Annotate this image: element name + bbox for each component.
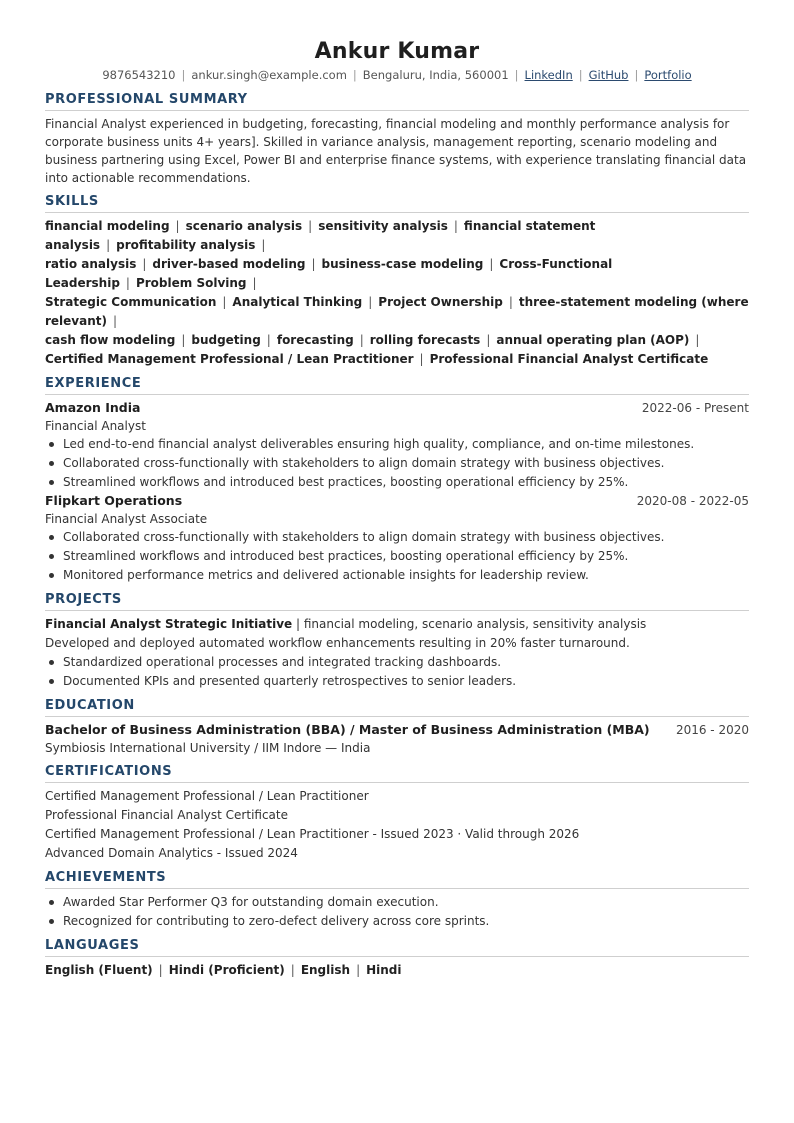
separator: | — [222, 295, 227, 309]
separator: | — [181, 333, 186, 347]
bullet-item: Collaborated cross-functionally with stakeholders to align domain strategy with business objectives. — [45, 454, 749, 473]
language-item: English — [300, 963, 351, 977]
separator: | — [142, 257, 147, 271]
summary-heading: PROFESSIONAL SUMMARY — [45, 91, 749, 111]
project-description: Developed and deployed automated workflow enhancements resulting in 20% faster turnaround. — [45, 636, 630, 650]
skill-item: forecasting — [276, 333, 354, 347]
separator: | — [368, 295, 373, 309]
skill-item: Cross-Functional Leadership — [45, 257, 613, 290]
job-bullets — [45, 528, 749, 585]
job-dates: 2020-08 - 2022-05 — [636, 494, 749, 508]
skills-section — [45, 193, 749, 369]
separator: | — [359, 333, 364, 347]
separator: | — [296, 617, 304, 631]
project-bullets — [45, 653, 749, 691]
separator: | — [252, 276, 257, 290]
job-entry — [45, 399, 749, 492]
bullet-item: Collaborated cross-functionally with stakeholders to align domain strategy with business objectives. — [45, 528, 749, 547]
project-name: Financial Analyst Strategic Initiative — [45, 617, 293, 631]
phone-number: 9876543210 — [102, 68, 176, 82]
separator: | — [261, 238, 266, 252]
language-item: English (Fluent) — [45, 963, 153, 977]
bullet-item: Streamlined workflows and introduced best practices, boosting operational efficiency by 25%. — [45, 473, 749, 492]
skill-item: Professional Financial Analyst Certificate — [429, 352, 709, 366]
project-tech: financial modeling, scenario analysis, sensitivity analysis — [303, 617, 647, 631]
bullet-item: Led end-to-end financial analyst deliverables ensuring high quality, compliance, and on-time milestones. — [45, 435, 749, 454]
skill-item: Problem Solving — [135, 276, 247, 290]
skill-item: Project Ownership — [378, 295, 503, 309]
certification-item: Professional Financial Analyst Certificate — [45, 808, 288, 822]
skill-item: driver-based modeling — [152, 257, 306, 271]
separator: | — [634, 68, 639, 82]
separator: | — [578, 68, 583, 82]
email-address: ankur.singh@example.com — [191, 68, 347, 82]
candidate-name: Ankur Kumar — [314, 39, 480, 64]
separator: | — [508, 295, 513, 309]
bullet-item: Recognized for contributing to zero-defect delivery across core sprints. — [45, 912, 749, 931]
bullet-item: Standardized operational processes and integrated tracking dashboards. — [45, 653, 749, 672]
separator: | — [308, 219, 313, 233]
github-link[interactable]: GitHub — [588, 68, 629, 82]
separator: | — [113, 314, 118, 328]
contact-line — [45, 67, 749, 83]
skill-item: scenario analysis — [185, 219, 303, 233]
separator: | — [158, 963, 163, 977]
education-section — [45, 697, 749, 757]
separator: | — [290, 963, 295, 977]
certification-item: Certified Management Professional / Lean Practitioner — [45, 789, 369, 803]
summary-text: Financial Analyst experienced in budgeting, forecasting, financial modeling and monthly performance analysis for corporate business units 4+ years]. Skilled in variance analysis, management reporting, scenario modeling and business partnering using Excel, Power BI and enterprise finance systems, with experience translating financial data into actionable recommendations. — [45, 117, 747, 185]
separator: | — [695, 333, 700, 347]
separator: | — [266, 333, 271, 347]
separator: | — [419, 352, 424, 366]
skill-item: business-case modeling — [321, 257, 484, 271]
separator: | — [489, 257, 494, 271]
job-role: Financial Analyst — [45, 419, 146, 433]
skill-item: budgeting — [191, 333, 261, 347]
education-dates: 2016 - 2020 — [675, 723, 749, 737]
skill-item: three-statement modeling (where relevant) — [45, 295, 749, 328]
separator: | — [311, 257, 316, 271]
certification-item: Certified Management Professional / Lean Practitioner - Issued 2023 · Valid through 2026 — [45, 827, 580, 841]
company-name: Amazon India — [45, 400, 141, 415]
job-dates: 2022-06 - Present — [641, 401, 749, 415]
project-header — [45, 615, 749, 634]
education-heading: EDUCATION — [45, 697, 749, 717]
skill-item: ratio analysis — [45, 257, 137, 271]
job-entry — [45, 492, 749, 585]
language-item: Hindi — [366, 963, 402, 977]
separator: | — [356, 963, 361, 977]
languages-heading: LANGUAGES — [45, 937, 749, 957]
bullet-item: Monitored performance metrics and delivered actionable insights for leadership review. — [45, 566, 749, 585]
achievements-heading: ACHIEVEMENTS — [45, 869, 749, 889]
projects-section — [45, 591, 749, 691]
language-item: Hindi (Proficient) — [168, 963, 285, 977]
skills-heading: SKILLS — [45, 193, 749, 213]
languages-section — [45, 937, 749, 980]
skill-item: financial statement analysis — [45, 219, 596, 252]
company-name: Flipkart Operations — [45, 493, 183, 508]
certifications-section — [45, 763, 749, 863]
skill-item: financial modeling — [45, 219, 170, 233]
separator: | — [106, 238, 111, 252]
separator: | — [125, 276, 130, 290]
job-role: Financial Analyst Associate — [45, 512, 208, 526]
skill-item: cash flow modeling — [45, 333, 176, 347]
separator: | — [352, 68, 357, 82]
skills-list — [45, 217, 749, 369]
separator: | — [453, 219, 458, 233]
separator: | — [486, 333, 491, 347]
location: Bengaluru, India, 560001 — [362, 68, 509, 82]
certification-item: Advanced Domain Analytics - Issued 2024 — [45, 846, 298, 860]
skill-item: Strategic Communication — [45, 295, 217, 309]
languages-list — [45, 961, 749, 980]
achievements-section — [45, 869, 749, 931]
certifications-heading: CERTIFICATIONS — [45, 763, 749, 783]
skill-item: Certified Management Professional / Lean Practitioner — [45, 352, 414, 366]
linkedin-link[interactable]: LinkedIn — [524, 68, 573, 82]
skill-item: sensitivity analysis — [318, 219, 448, 233]
projects-heading: PROJECTS — [45, 591, 749, 611]
job-bullets — [45, 435, 749, 492]
experience-heading: EXPERIENCE — [45, 375, 749, 395]
skill-item: Analytical Thinking — [232, 295, 363, 309]
separator: | — [181, 68, 186, 82]
skill-item: profitability analysis — [116, 238, 256, 252]
bullet-item: Awarded Star Performer Q3 for outstanding domain execution. — [45, 893, 749, 912]
separator: | — [175, 219, 180, 233]
degree: Bachelor of Business Administration (BBA) / Master of Business Administration (MBA) — [45, 722, 650, 737]
bullet-item: Streamlined workflows and introduced best practices, boosting operational efficiency by 25%. — [45, 547, 749, 566]
school-name: Symbiosis International University / IIM Indore — India — [45, 741, 371, 755]
achievement-bullets — [45, 893, 749, 931]
experience-section — [45, 375, 749, 585]
skill-item: annual operating plan (AOP) — [496, 333, 690, 347]
portfolio-link[interactable]: Portfolio — [644, 68, 692, 82]
bullet-item: Documented KPIs and presented quarterly retrospectives to senior leaders. — [45, 672, 749, 691]
separator: | — [514, 68, 519, 82]
summary-section — [45, 91, 749, 187]
skill-item: rolling forecasts — [369, 333, 481, 347]
